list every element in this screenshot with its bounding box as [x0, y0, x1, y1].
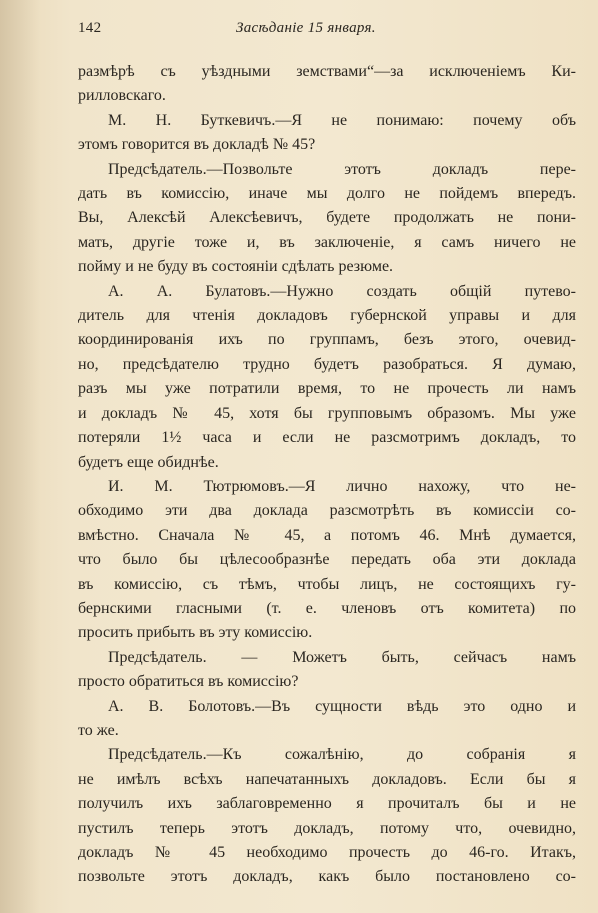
text-line: въ комиссію, съ тѣмъ, чтобы лицъ, не состоящихъ гу-	[78, 575, 576, 593]
text-line: докладъ № 45 необходимо прочесть до 46-го. Итакъ,	[78, 844, 576, 861]
text-line: пустилъ теперь этотъ докладъ, потому что, очевидно,	[78, 819, 576, 837]
text-line: что было бы цѣлесообразнѣе передать оба эти доклада	[78, 551, 576, 569]
text-line: будетъ еще обиднѣе.	[78, 453, 219, 471]
text-line: пойму и не буду въ состояніи сдѣлать резюме.	[78, 258, 394, 276]
text-line: бернскими гласными (т. е. членовъ отъ комитета) по	[78, 599, 576, 617]
text-line: Предсѣдатель.—Позвольте этотъ докладъ пере-	[108, 160, 576, 178]
text-line: М. Н. Буткевичъ.—Я не понимаю: почему объ	[108, 111, 576, 129]
text-line: вмѣстно. Сначала № 45, а потомъ 46. Мнѣ думается,	[78, 526, 576, 544]
text-line: координированія ихъ по группамъ, безъ этого, очевид-	[78, 331, 576, 349]
running-head: Засѣданіе 15 января.	[236, 20, 376, 36]
text-line: мать, другіе тоже и, въ заключеніе, я самъ ничего не	[78, 233, 576, 251]
text-line: потеряли 1½ часа и если не разсмотримъ докладъ, то	[78, 429, 576, 447]
page-number: 142	[78, 20, 102, 36]
text-line: то же.	[78, 721, 119, 739]
text-line: И. М. Тютрюмовъ.—Я лично нахожу, что не-	[108, 477, 576, 495]
text-line: но, предсѣдателю трудно будетъ разобраться. Я думаю,	[78, 355, 576, 373]
text-line: размѣрѣ съ уѣздными земствами“—за исключеніемъ Ки-	[78, 63, 576, 80]
text-line: Предсѣдатель. — Можетъ быть, сейчасъ намъ	[108, 648, 576, 666]
text-line: просить прибыть въ эту комиссію.	[78, 624, 313, 642]
text-line: А. А. Булатовъ.—Нужно создать общій путево-	[108, 282, 576, 300]
text-line: Вы, Алексѣй Алексѣевичъ, будете продолжать не пони-	[78, 209, 576, 227]
text-line: получилъ ихъ заблаговременно я прочиталъ бы и не	[78, 795, 576, 813]
text-line: разъ мы уже потратили время, то не прочесть ли намъ	[78, 380, 576, 398]
text-line: не имѣлъ всѣхъ напечатанныхъ докладовъ. Если бы я	[78, 770, 576, 788]
text-line: позвольте этотъ докладъ, какъ было постановлено со-	[78, 868, 576, 886]
text-line: обходимо эти два доклада разсмотрѣть въ комиссіи со-	[78, 502, 576, 520]
text-line: дать въ комиссію, иначе мы долго не пойдемъ впередъ.	[78, 185, 576, 203]
text-line: А. В. Болотовъ.—Въ сущности вѣдь это одно и	[108, 697, 576, 715]
text-line: этомъ говорится въ докладѣ № 45?	[78, 136, 316, 154]
text-line: рилловскаго.	[78, 87, 166, 105]
text-line: и докладъ № 45, хотя бы групповымъ образомъ. Мы уже	[78, 404, 576, 422]
body-text	[78, 60, 576, 890]
text-line: просто обратиться въ комиссію?	[78, 673, 299, 691]
text-line: дитель для чтенія докладовъ губернской управы и для	[78, 307, 576, 325]
page-header	[78, 20, 576, 48]
text-line: Предсѣдатель.—Къ сожалѣнію, до собранія я	[108, 746, 576, 764]
